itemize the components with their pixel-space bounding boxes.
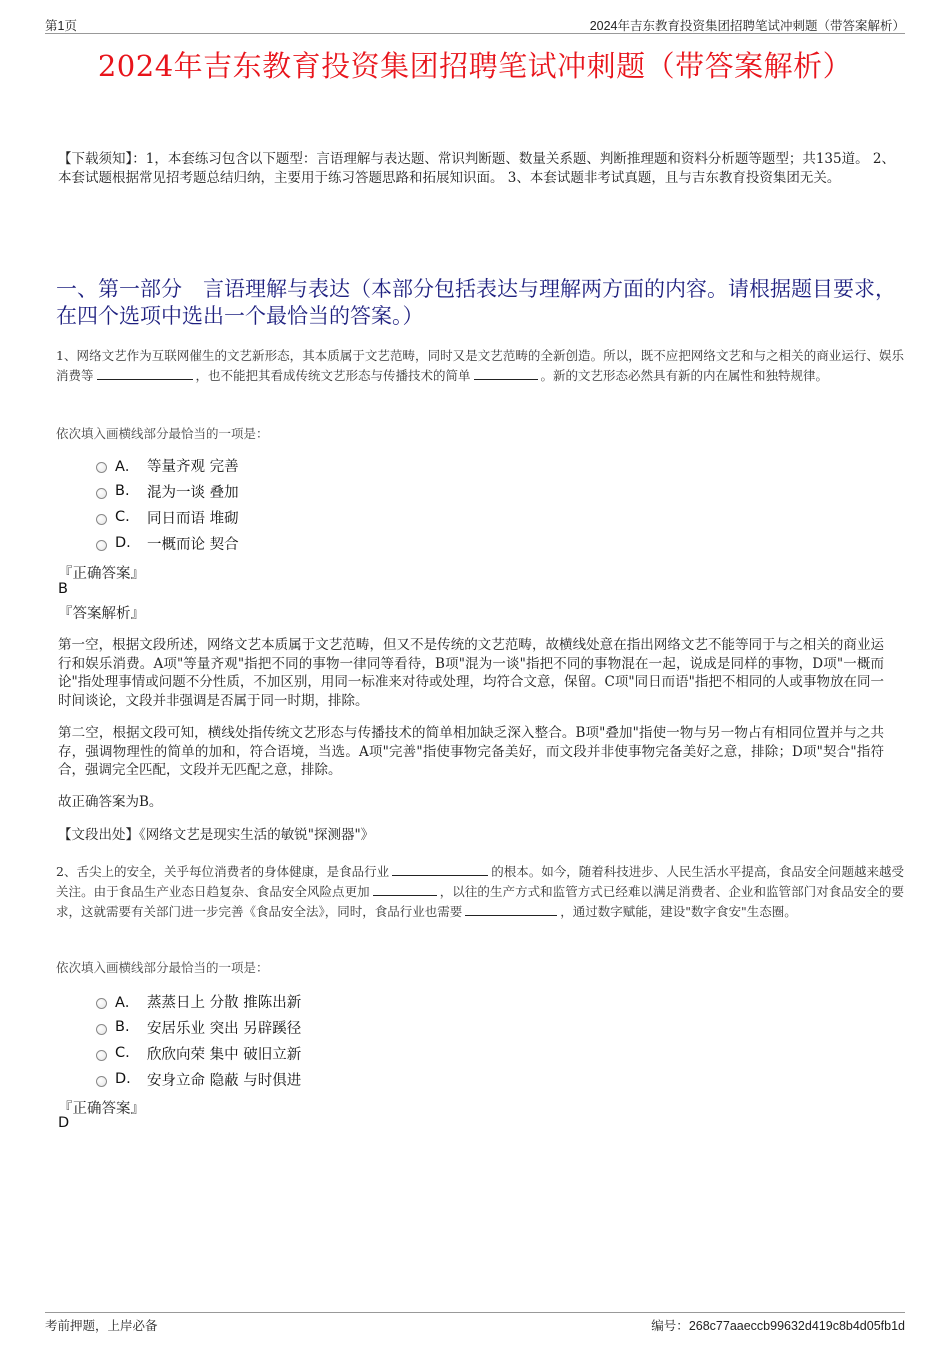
question-1-prompt: 依次填入画横线部分最恰当的一项是：	[56, 426, 269, 441]
stem-text: 2、舌尖上的安全，关乎每位消费者的身体健康，是食品行业	[56, 864, 390, 879]
analysis-conclusion: 故正确答案为B。	[58, 794, 163, 810]
page-header	[45, 16, 905, 34]
option-text: 欣欣向荣 集中 破旧立新	[147, 1046, 302, 1063]
stem-text: ，以往的生产方式和监管方式已经难以满足消费者、企业和监管部门对食品安全的要求，这就需要有关部门进一步完善《食品安全法》，同时，食品行业也需要	[56, 884, 904, 919]
radio-button[interactable]	[96, 514, 107, 525]
page-number: 第1页	[45, 19, 77, 33]
correct-answer-value: D	[58, 1115, 70, 1131]
stem-text: ，也不能把其看成传统文艺形态与传播技术的简单	[195, 368, 471, 383]
fill-blank	[465, 903, 557, 916]
correct-answer-value: B	[58, 581, 68, 597]
option-a[interactable]	[96, 452, 239, 478]
option-letter: C.	[115, 1045, 130, 1061]
header-doc-title: 2024年吉东教育投资集团招聘笔试冲刺题（带答案解析）	[589, 19, 905, 33]
fill-blank	[392, 863, 488, 876]
option-c[interactable]	[96, 504, 239, 530]
serial-label: 编号：	[651, 1319, 689, 1333]
option-letter: C.	[115, 509, 130, 525]
passage-source: 【文段出处】《网络文艺是现实生活的敏锐"探测器"》	[58, 827, 375, 843]
option-text: 混为一谈 叠加	[147, 484, 239, 501]
fill-blank	[474, 367, 538, 380]
footer-serial	[651, 1316, 905, 1334]
option-c[interactable]	[96, 1040, 301, 1066]
stem-text: 1、网络文艺作为互联网催生的文艺新形态，其本质属于文艺范畴，同时又是文艺范畴的全新创造。所以，既不应把网络文艺和与之相关的商业运行、娱乐消费等	[56, 348, 904, 383]
radio-button[interactable]	[96, 540, 107, 551]
radio-button[interactable]	[96, 488, 107, 499]
page-footer	[45, 1312, 905, 1332]
document-title: 2024年吉东教育投资集团招聘笔试冲刺题（带答案解析）	[97, 49, 853, 83]
download-notice: 【下载须知】：1，本套练习包含以下题型：言语理解与表达题、常识判断题、数量关系题、判断推理题和资料分析题等题型；共135道。 2、本套试题根据常见招考题总结归纳，主要用于练习答题思路和拓展知识面。 3、本套试题非考试真题，且与吉东教育投资集团无关。	[58, 151, 895, 186]
option-letter: B.	[115, 1019, 130, 1035]
stem-text: 的根本。如今，随着科技进步、人民生活水平提高，食品安全问题越来越受关注。由于食品生产业态日趋复杂、食品安全风险点更加	[56, 864, 904, 899]
option-b[interactable]	[96, 1014, 301, 1040]
correct-answer-label: 『正确答案』	[58, 1101, 145, 1117]
question-2-stem	[56, 862, 904, 922]
option-text: 一概而论 契合	[147, 536, 239, 553]
option-a[interactable]	[96, 988, 301, 1014]
option-letter: B.	[115, 483, 130, 499]
question-1-options	[96, 452, 239, 556]
stem-text: 。新的文艺形态必然具有新的内在属性和独特规律。	[540, 368, 829, 383]
radio-button[interactable]	[96, 1050, 107, 1061]
option-d[interactable]	[96, 530, 239, 556]
analysis-paragraph-1: 第一空，根据文段所述，网络文艺本质属于文艺范畴，但又不是传统的文艺范畴，故横线处意在指出网络文艺不能等同于与之相关的商业运行和娱乐消费。A项"等量齐观"指把不同的事物一律同等看待，B项"混为一谈"指把不同的事物混在一起，说成是同样的事物，D项"一概而论"指处理事情或问题不分性质，不加区别，用同一标准来对待或处理，均符合文意，保留。C项"同日而语"指把不相同的人或事物放在同一时间谈论，文段并非强调是否属于同一时期，排除。	[58, 637, 884, 709]
answer-analysis-label: 『答案解析』	[58, 606, 145, 622]
analysis-paragraph-2: 第二空，根据文段可知，横线处指传统文艺形态与传播技术的简单相加缺乏深入整合。B项"叠加"指使一物与另一物占有相同位置并与之共存，强调物理性的简单的加和，符合语境，当选。A项"完善"指使事物完备美好，而文段并非使事物完备美好之意，排除；D项"契合"指符合，强调完全匹配，文段并无匹配之意，排除。	[58, 725, 884, 778]
fill-blank	[97, 367, 193, 380]
option-d[interactable]	[96, 1066, 301, 1092]
option-text: 同日而语 堆砌	[147, 510, 239, 527]
serial-number: 268c77aaeccb99632d419c8b4d05fb1d	[688, 1319, 905, 1333]
section-heading: 一、第一部分 言语理解与表达（本部分包括表达与理解两方面的内容。请根据题目要求，在四个选项中选出一个最恰当的答案。）	[56, 277, 896, 328]
fill-blank	[373, 883, 437, 896]
option-text: 安居乐业 突出 另辟蹊径	[147, 1020, 302, 1037]
radio-button[interactable]	[96, 998, 107, 1009]
option-letter: A．	[115, 458, 140, 475]
radio-button[interactable]	[96, 1076, 107, 1087]
footer-slogan: 考前押题，上岸必备	[45, 1319, 158, 1333]
option-letter: A．	[115, 994, 140, 1011]
option-text: 等量齐观 完善	[147, 458, 239, 475]
question-1-stem	[56, 346, 904, 386]
option-text: 安身立命 隐蔽 与时俱进	[147, 1072, 302, 1089]
option-text: 蒸蒸日上 分散 推陈出新	[147, 994, 302, 1011]
option-b[interactable]	[96, 478, 239, 504]
radio-button[interactable]	[96, 1024, 107, 1035]
correct-answer-label: 『正确答案』	[58, 566, 145, 582]
question-2-options	[96, 988, 301, 1092]
question-2-prompt: 依次填入画横线部分最恰当的一项是：	[56, 960, 269, 975]
option-letter: D.	[115, 535, 131, 551]
stem-text: ，通过数字赋能，建设"数字食安"生态圈。	[560, 904, 797, 919]
radio-button[interactable]	[96, 462, 107, 473]
option-letter: D.	[115, 1071, 131, 1087]
